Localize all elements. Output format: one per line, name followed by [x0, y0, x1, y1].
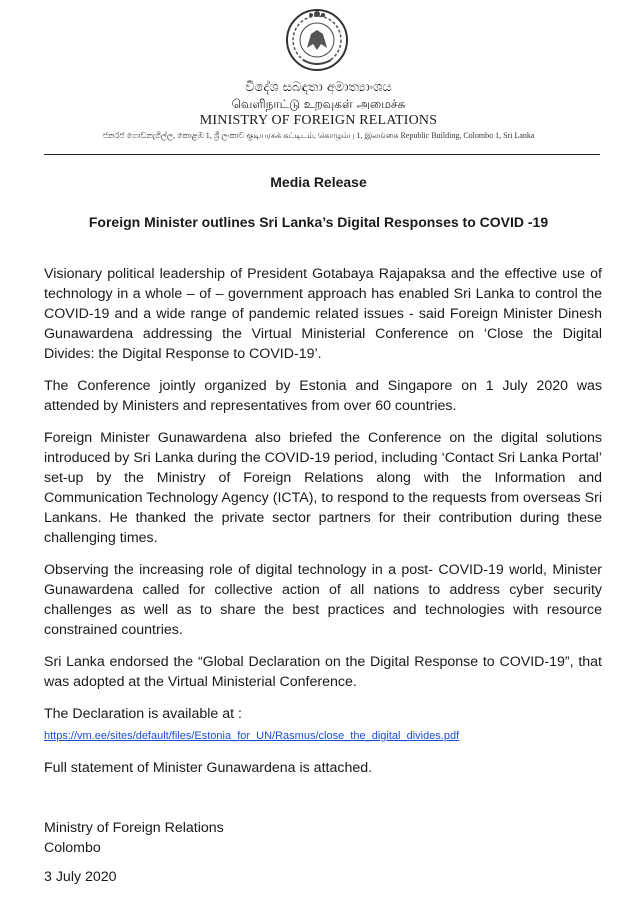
- signature-city: Colombo: [44, 840, 101, 856]
- paragraph: Observing the increasing role of digital technology in a post- COVID-19 world, Minister Gunawardena called for collective action of all nations to address cyber security challenges as well as to share the best practices and technologies with resource constrained countries.: [44, 562, 602, 638]
- declaration-label: The Declaration is available at :: [44, 706, 242, 722]
- signature-block: [44, 818, 224, 858]
- media-release-label: Media Release: [270, 174, 367, 190]
- letterhead-divider: [44, 154, 600, 155]
- ministry-address: ජනරජ ගොඩනැගිල්ල, කොළඹ 1, ශ්‍රී ලංකාව குடியரசுக் கட்டிடம், கொழும்பு 1, இலங்கை Republic Building, Colombo 1, Sri Lanka: [102, 131, 535, 140]
- signature-ministry: Ministry of Foreign Relations: [44, 820, 224, 836]
- release-body: [44, 264, 602, 790]
- ministry-name-sinhala: විදේශ සබඳතා අමාත්‍යාංශය: [245, 80, 392, 95]
- paragraph: Foreign Minister Gunawardena also briefed the Conference on the digital solutions introduced by Sri Lanka during the COVID-19 period, including ‘Contact Sri Lanka Portal’ set-up by the Ministry of Foreign Relations along with the Information and Communication Technology Agency (ICTA), to respond to the requests from overseas Sri Lankans. He thanked the private sector partners for their contribution during these challenging times.: [44, 430, 602, 546]
- headline: Foreign Minister outlines Sri Lanka’s Digital Responses to COVID -19: [88, 214, 549, 230]
- release-date: 3 July 2020: [44, 869, 117, 885]
- ministry-name-english: MINISTRY OF FOREIGN RELATIONS: [199, 113, 438, 128]
- paragraph: Sri Lanka endorsed the “Global Declaration on the Digital Response to COVID-19”, that was adopted at the Virtual Ministerial Conference.: [44, 654, 602, 690]
- declaration-paragraph: [44, 704, 602, 746]
- ministry-name-tamil: வெளிநாட்டு உறவுகள் அமைச்சு: [231, 97, 406, 111]
- declaration-link[interactable]: https://vm.ee/sites/default/files/Estonia_for_UN/Rasmus/close_the_digital_divides.pdf: [44, 730, 460, 742]
- paragraph: The Conference jointly organized by Estonia and Singapore on 1 July 2020 was attended by Ministers and representatives from over 60 countries.: [44, 378, 602, 414]
- paragraph: Visionary political leadership of President Gotabaya Rajapaksa and the effective use of technology in a whole – of – government approach has enabled Sri Lanka to control the COVID-19 and a wide range of pandemic related issues - said Foreign Minister Dinesh Gunawardena addressing the Virtual Ministerial Conference on ‘Close the Digital Divides: the Digital Response to COVID-19’.: [44, 266, 602, 362]
- paragraph: Full statement of Minister Gunawardena is attached.: [44, 760, 373, 776]
- national-emblem-icon: [285, 8, 349, 72]
- letterhead: [0, 0, 637, 140]
